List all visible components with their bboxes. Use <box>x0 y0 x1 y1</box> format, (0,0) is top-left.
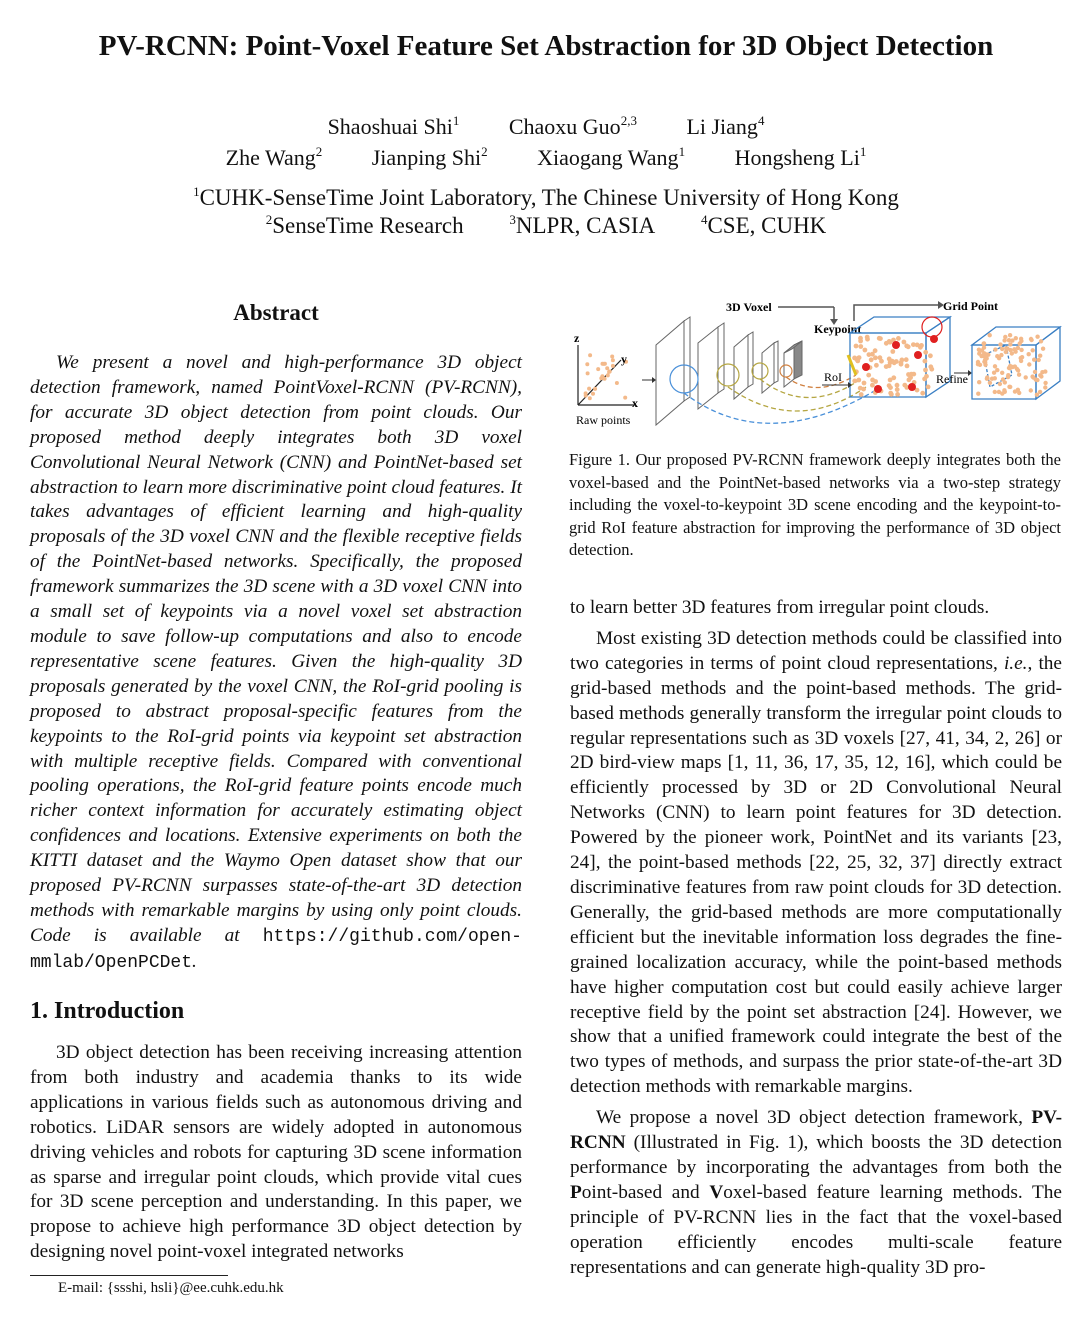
point-dot <box>1033 370 1037 374</box>
point-dot <box>891 375 896 380</box>
label-keypoint: Keypoint <box>814 322 862 336</box>
point-dot <box>1012 347 1016 351</box>
affiliation-line-1: $^1$CUHK-SenseTime Joint Laboratory, The Chinese University of Hong Kong <box>193 184 899 210</box>
point-dot <box>982 341 986 345</box>
point-dot <box>1017 373 1021 377</box>
point-dot <box>1029 338 1033 342</box>
abstract-body: We present a novel and high-performance 3D object detection framework, named PointVoxel-RCNN (PV-RCNN), for accurate 3D object detection from point clouds. Our proposed method deeply integrates both 3D voxel Convolutional Neural Network (CNN) and PointNet-based set abstraction to learn more discriminative point cloud features. It takes advantages of efficient learning and high-quality proposals of the 3D voxel CNN and the flexible receptive fields of the PointNet-based networks. Specifically, the proposed framework summarizes the 3D scene with a 3D voxel CNN into a small set of keypoints via a novel voxel set abstraction module to save follow-up computations and also to encode representative scene features. Given the high-quality 3D proposals generated by the voxel CNN, the RoI-grid pooling is proposed to abstract proposal-specific features from the keypoints to the RoI-grid points via keypoint set abstraction with multiple receptive fields. Compared with conventional pooling operations, the RoI-grid feature points encode much richer context information for accurately estimating object confidences and locations. Extensive experiments on both the KITTI dataset and the Waymo Open dataset show that our proposed PV-RCNN surpasses state-of-the-art 3D detection methods with remarkable margins by using only point clouds. Code is available at https://github.com/open-mmlab/OpenPCDet. <box>30 352 522 973</box>
point-dot <box>900 358 905 363</box>
label-grid-point: Grid Point <box>943 299 999 313</box>
author: Li Jiang$^4$ <box>686 113 765 139</box>
point-dot <box>895 392 900 397</box>
point-dot <box>584 394 588 398</box>
point-dot <box>988 333 992 337</box>
point-dot <box>904 357 909 362</box>
point-dot <box>1031 348 1035 352</box>
point-dot <box>923 350 928 355</box>
point-dot <box>887 339 892 344</box>
point-dot <box>1032 358 1036 362</box>
point-dot <box>1043 385 1047 389</box>
point-dot <box>887 357 892 362</box>
point-dot <box>1037 358 1041 362</box>
point-dot <box>1019 337 1023 341</box>
point-dot <box>859 392 864 397</box>
point-dot <box>906 344 911 349</box>
point-dot <box>599 376 603 380</box>
point-dot <box>610 355 614 359</box>
point-dot <box>615 381 619 385</box>
point-dot <box>1000 371 1004 375</box>
point-dot <box>982 360 986 364</box>
axis-y-label: y <box>621 352 627 366</box>
point-dot <box>870 378 875 383</box>
point-dot <box>902 340 907 345</box>
point-dot <box>997 390 1001 394</box>
point-dot <box>890 349 895 354</box>
point-dot <box>608 370 612 374</box>
author-row-2 <box>0 145 1092 171</box>
author: Jianping Shi$^2$ <box>371 144 488 170</box>
author: Hongsheng Li$^1$ <box>734 144 867 170</box>
point-dot <box>1038 354 1042 358</box>
point-dot <box>856 378 861 383</box>
author: Shaoshuai Shi$^1$ <box>327 113 460 139</box>
point-dot <box>1030 374 1034 378</box>
point-dot <box>588 353 592 357</box>
point-dot <box>926 385 931 390</box>
point-dot <box>899 362 904 367</box>
point-dot <box>1006 375 1010 379</box>
point-dot <box>1018 341 1022 345</box>
point-dot <box>920 391 925 396</box>
point-dot <box>1008 333 1012 337</box>
point-dot <box>1002 338 1006 342</box>
point-dot <box>902 383 907 388</box>
point-dot <box>993 376 997 380</box>
point-dot <box>852 379 857 384</box>
point-dot <box>892 360 897 365</box>
author-row-1 <box>0 114 1092 140</box>
point-dot <box>606 373 610 377</box>
point-dot <box>1024 375 1028 379</box>
point-dot <box>1010 338 1014 342</box>
point-dot <box>1020 355 1024 359</box>
point-dot <box>998 342 1002 346</box>
point-dot <box>888 385 893 390</box>
point-dot <box>878 336 883 341</box>
point-dot <box>1043 369 1047 373</box>
point-dot <box>1035 393 1039 397</box>
point-dot <box>1027 362 1031 366</box>
point-dot <box>922 377 927 382</box>
code-link[interactable]: https://github.com/open-mmlab/OpenPCDet <box>30 926 522 973</box>
point-dot <box>593 387 597 391</box>
point-dot <box>895 383 900 388</box>
footnote-divider <box>30 1275 228 1276</box>
point-dot <box>873 355 878 360</box>
author: Zhe Wang$^2$ <box>225 144 323 170</box>
point-dot <box>928 364 933 369</box>
point-dot <box>858 344 863 349</box>
point-dot <box>1008 342 1012 346</box>
point-dot <box>591 392 595 396</box>
point-dot <box>1019 348 1023 352</box>
point-dot <box>1008 385 1012 389</box>
point-dot <box>862 381 867 386</box>
point-dot <box>588 396 592 400</box>
point-dot <box>995 368 999 372</box>
point-dot <box>865 335 870 340</box>
point-dot <box>923 368 928 373</box>
point-dot <box>854 357 859 362</box>
point-dot <box>993 364 997 368</box>
point-dot <box>874 363 879 368</box>
point-dot <box>895 387 900 392</box>
point-dot <box>870 383 875 388</box>
affiliation-line-2: $^2$SenseTime Research $^3$NLPR, CASIA $^4$CSE, CUHK <box>265 212 827 238</box>
point-dot <box>1013 389 1017 393</box>
axis-z-label: z <box>574 331 580 345</box>
point-dot <box>977 380 981 384</box>
point-dot <box>863 348 868 353</box>
raw-points-label: Raw points <box>576 413 631 427</box>
point-dot <box>889 392 894 397</box>
point-dot <box>909 372 914 377</box>
point-dot <box>988 381 992 385</box>
author: Xiaogang Wang$^1$ <box>537 144 686 170</box>
section-heading-introduction: 1. Introduction <box>30 998 185 1024</box>
point-dot <box>1004 350 1008 354</box>
point-dot <box>984 353 988 357</box>
point-dot <box>1003 380 1007 384</box>
point-dot <box>1035 335 1039 339</box>
point-dot <box>993 390 997 394</box>
point-dot <box>1043 381 1047 385</box>
intro-right-column: to learn better 3D features from irregular point clouds. Most existing 3D detection methods could be classified into two categories in terms of point cloud representations, i.e., the grid-based methods and the point-based methods. The grid-based methods generally transform the irregular point clouds to regular representations such as 3D voxels [27, 41, 34, 2, 26] or 2D bird-view maps [1, 11, 36, 17, 35, 12, 16], which could be efficiently processed by 3D or 2D Convolutional Neural Networks (CNN) to learn point features for 3D detection. Powered by the pioneer work, PointNet and its variants [23, 24], the point-based methods [22, 25, 32, 37] directly extract discriminative features from raw point clouds for 3D detection. Generally, the grid-based methods are more computationally efficient but the inevitable information loss degrades the fine-grained localization accuracy, while the point-based methods have higher computation cost but could easily achieve larger receptive field by the point set abstraction [24]. However, we show that a unified framework could integrate the best of the two types of methods, and surpass the prior state-of-the-art 3D detection methods with remarkable margins. We propose a novel 3D object detection framework, PV-RCNN (Illustrated in Fig. 1), which boosts the 3D detection performance by incorporating the advantages from both the Point-based and Voxel-based feature learning methods. The principle of PV-RCNN lies in the fact that the voxel-based operation efficiently encodes multi-scale feature representations and can generate high-quality 3D pro- <box>570 597 1063 1278</box>
intro-left-column: 3D object detection has been receiving increasing attention from both industry and academia thanks to its wide applications in various fields such as autonomous driving and robotics. LiDAR sensors are widely adopted in autonomous driving vehicles and robots for capturing 3D scene information as sparse and irregular point clouds, which provide vital cues for 3D scene perception and understanding. In this paper, we propose to achieve high performance 3D object detection by designing novel point-voxel integrated networks <box>30 1042 522 1263</box>
point-dot <box>1041 347 1045 351</box>
point-dot <box>976 392 980 396</box>
point-dot <box>1000 347 1004 351</box>
point-dot <box>998 382 1002 386</box>
point-dot <box>1039 374 1043 378</box>
raw-points-panel <box>574 331 638 427</box>
label-roi: RoI <box>824 370 842 384</box>
point-dot <box>985 375 989 379</box>
footnote-email: E-mail: {ssshi, hsli}@ee.cuhk.edu.hk <box>58 1280 284 1296</box>
point-dot <box>587 387 591 391</box>
axis-x-label: x <box>632 396 638 410</box>
label-refine: Refine <box>936 372 968 386</box>
point-dot <box>997 356 1001 360</box>
point-dot <box>867 352 872 357</box>
point-dot <box>1019 359 1023 363</box>
point-dot <box>980 348 984 352</box>
point-dot <box>602 362 606 366</box>
point-dot <box>866 373 871 378</box>
point-dot <box>1027 352 1031 356</box>
point-dot <box>605 366 609 370</box>
point-dot <box>585 362 589 366</box>
point-dot <box>596 367 600 371</box>
point-dot <box>1016 368 1020 372</box>
point-dot <box>586 371 590 375</box>
refined-point-dots <box>976 333 1048 397</box>
point-dot <box>978 363 982 367</box>
paper-title: PV-RCNN: Point-Voxel Feature Set Abstraction for 3D Object Detection <box>98 30 994 62</box>
point-dot <box>854 344 859 349</box>
point-dot <box>993 347 997 351</box>
figure-1-caption: Figure 1. Our proposed PV-RCNN framework deeply integrates both the voxel-based and the PointNet-based networks via a two-step strategy including the voxel-to-keypoint 3D scene encoding and the keypoint-to-grid RoI feature abstraction for improving the performance of 3D object detection. <box>569 450 1061 560</box>
point-dot <box>1039 339 1043 343</box>
author: Chaoxu Guo$^{2,3}$ <box>508 113 637 139</box>
abstract-heading: Abstract <box>233 300 319 325</box>
label-3d-voxel: 3D Voxel <box>726 300 772 314</box>
point-dot <box>905 364 910 369</box>
point-dot <box>928 353 933 358</box>
point-dot <box>923 359 928 364</box>
point-dot <box>879 359 884 364</box>
point-dot <box>611 364 615 368</box>
point-dot <box>884 364 889 369</box>
point-dot <box>623 396 627 400</box>
figure-1-diagram <box>566 295 1066 441</box>
point-dot <box>918 345 923 350</box>
point-dot <box>858 339 863 344</box>
point-dot <box>1007 366 1011 370</box>
point-dot <box>611 358 615 362</box>
point-dot <box>1035 378 1039 382</box>
point-dot <box>896 336 901 341</box>
point-dot <box>1029 388 1033 392</box>
point-dot <box>861 387 866 392</box>
point-dot <box>869 357 874 362</box>
